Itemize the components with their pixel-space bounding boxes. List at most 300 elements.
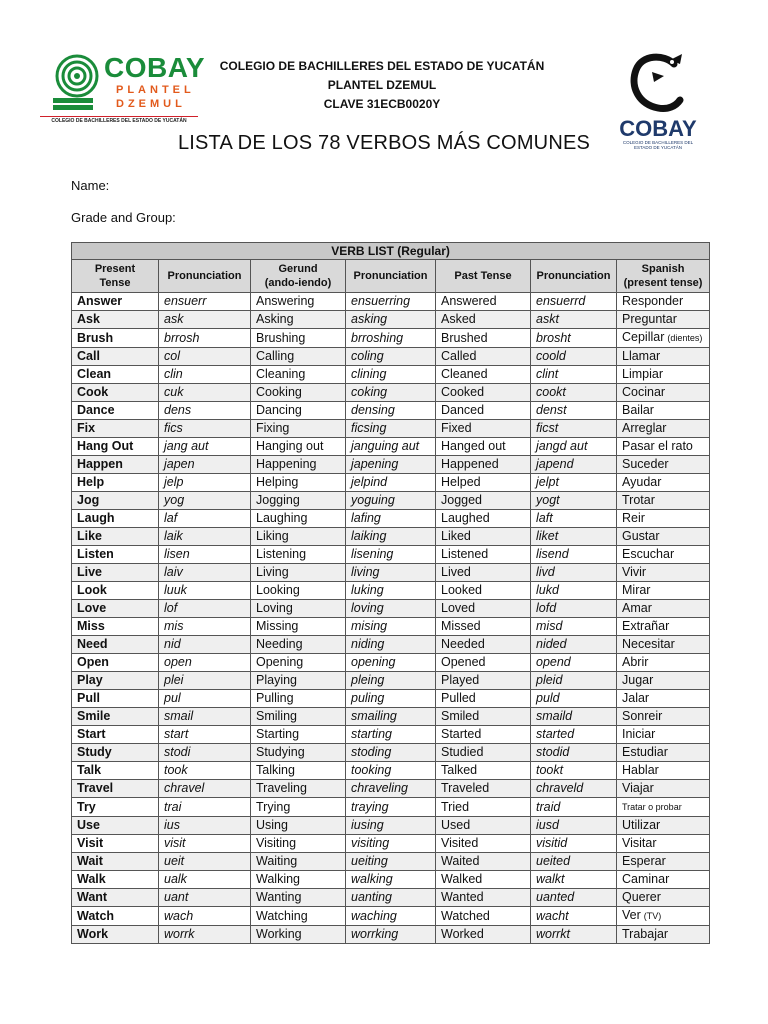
table-cell (346, 420, 436, 438)
cell-text: Cleaning (256, 367, 306, 381)
cell-text: Waiting (256, 854, 298, 868)
table-cell (346, 871, 436, 889)
cell-text: chraveling (351, 781, 408, 795)
table-cell (159, 402, 251, 420)
table-cell (159, 528, 251, 546)
cell-text: clin (164, 367, 183, 381)
table-cell (346, 744, 436, 762)
cell-text: Missing (256, 619, 299, 633)
cell-text: Asking (256, 312, 294, 326)
table-cell (436, 744, 531, 762)
cell-text: lisening (351, 547, 394, 561)
table-cell (617, 654, 710, 672)
table-row (72, 744, 710, 762)
table-cell (251, 348, 346, 366)
cell-text: Esperar (622, 854, 666, 868)
cell-text: took (164, 763, 188, 777)
cell-text: Hanging out (256, 439, 324, 453)
cell-text: tookt (536, 763, 564, 777)
cell-text: worrk (164, 927, 195, 941)
cell-text: Miss (77, 619, 105, 633)
cell-text: Visitar (622, 836, 657, 850)
cell-text: Call (77, 349, 100, 363)
table-cell (159, 926, 251, 944)
cell-text: Amar (622, 601, 652, 615)
table-row (72, 780, 710, 798)
cell-text: uanting (351, 890, 393, 904)
cell-text: mising (351, 619, 388, 633)
cell-text: Opened (441, 655, 486, 669)
cell-text: Hablar (622, 763, 659, 777)
table-cell (531, 835, 617, 853)
table-cell (72, 564, 159, 582)
cell-text: Used (441, 818, 471, 832)
cell-text: jelpt (536, 475, 559, 489)
cell-text: puld (536, 691, 560, 705)
table-row (72, 384, 710, 402)
table-cell (436, 420, 531, 438)
cell-text: Necesitar (622, 637, 675, 651)
cell-text: col (164, 349, 180, 363)
cell-text: ualk (164, 872, 187, 886)
cell-text: Like (77, 529, 103, 543)
table-row (72, 510, 710, 528)
cell-text: laiv (164, 565, 183, 579)
cell-text: Utilizar (622, 818, 661, 832)
table-row (72, 618, 710, 636)
table-cell (72, 546, 159, 564)
column-header (617, 260, 710, 293)
logo-plantel: PLANTEL (116, 84, 195, 96)
table-cell (617, 817, 710, 835)
table-cell (251, 402, 346, 420)
table-cell (531, 384, 617, 402)
cell-text: nided (536, 637, 567, 651)
table-cell (72, 762, 159, 780)
table-cell (251, 329, 346, 348)
table-cell (72, 510, 159, 528)
cell-text: Cepillar (622, 330, 665, 344)
table-cell (72, 492, 159, 510)
cell-text: Listening (256, 547, 307, 561)
cell-text: Live (77, 565, 103, 579)
column-header (531, 260, 617, 293)
cell-text: jang aut (164, 439, 209, 453)
cell-text: Responder (622, 294, 684, 308)
table-cell (617, 690, 710, 708)
table-cell (617, 366, 710, 384)
table-cell (531, 871, 617, 889)
cell-text: Trotar (622, 493, 655, 507)
table-cell (251, 474, 346, 492)
cell-text: Laughing (256, 511, 308, 525)
cell-text: brroshing (351, 330, 404, 345)
cell-text: Use (77, 818, 100, 832)
cell-text: misd (536, 619, 563, 633)
cell-text: lisend (536, 547, 569, 561)
column-header-line1: Present (94, 263, 136, 275)
table-cell (346, 366, 436, 384)
cell-text: Pulled (441, 691, 476, 705)
cell-text: pleid (536, 673, 563, 687)
cell-text: Needed (441, 637, 485, 651)
cell-text: loving (351, 601, 384, 615)
cell-text: Ayudar (622, 475, 662, 489)
table-cell (72, 600, 159, 618)
school-code: CLAVE 31ECB0020Y (323, 97, 441, 111)
cell-text: lisen (164, 547, 190, 561)
table-row (72, 474, 710, 492)
cell-text: japen (164, 457, 195, 471)
table-cell (72, 402, 159, 420)
cell-text: open (164, 655, 192, 669)
table-cell (346, 600, 436, 618)
table-cell (72, 798, 159, 817)
cell-text: iusing (351, 818, 384, 832)
table-cell (72, 672, 159, 690)
cell-text: janguing aut (351, 439, 420, 453)
table-cell (531, 636, 617, 654)
table-row (72, 564, 710, 582)
cell-text: Wanted (441, 890, 484, 904)
table-row (72, 762, 710, 780)
table-cell (531, 926, 617, 944)
table-row (72, 708, 710, 726)
cell-text: Missed (441, 619, 481, 633)
cell-text: japend (536, 457, 574, 471)
table-cell (531, 817, 617, 835)
cell-text: jelp (164, 475, 184, 489)
table-cell (72, 690, 159, 708)
table-cell (251, 871, 346, 889)
cell-text: Opening (256, 655, 304, 669)
cell-text: waching (351, 908, 397, 923)
table-cell (72, 817, 159, 835)
cell-text: start (164, 727, 189, 741)
table-cell (436, 492, 531, 510)
table-cell (531, 528, 617, 546)
cell-text: Visited (441, 836, 479, 850)
column-header-line1: Pronunciation (167, 270, 242, 282)
table-cell (72, 835, 159, 853)
school-header (190, 57, 574, 114)
table-cell (251, 456, 346, 474)
cell-text: smail (164, 709, 194, 723)
table-cell (72, 420, 159, 438)
cell-text: pleing (351, 673, 385, 687)
table-cell (251, 672, 346, 690)
cell-text: worrkt (536, 927, 571, 941)
cell-text: Calling (256, 349, 295, 363)
table-cell (436, 456, 531, 474)
cobay-dzemul-logo (40, 50, 206, 128)
cell-text: Mirar (622, 583, 651, 597)
cell-text: Suceder (622, 457, 669, 471)
table-row (72, 907, 710, 926)
cell-text: ueit (164, 854, 185, 868)
cell-text: Bailar (622, 403, 654, 417)
table-cell (72, 329, 159, 348)
cell-text: Hang Out (77, 439, 134, 453)
table-cell (251, 420, 346, 438)
table-cell (72, 726, 159, 744)
table-cell (72, 889, 159, 907)
table-cell (159, 456, 251, 474)
table-cell (72, 744, 159, 762)
table-cell (251, 311, 346, 329)
table-cell (436, 817, 531, 835)
cell-note: (dientes) (667, 333, 703, 343)
cell-text: chravel (164, 781, 205, 795)
cell-text: trai (164, 799, 182, 814)
table-cell (531, 780, 617, 798)
cell-text: visiting (351, 836, 390, 850)
table-cell (159, 871, 251, 889)
cell-text: denst (536, 403, 567, 417)
cell-text: Brushing (256, 330, 306, 345)
cell-text: Traveled (441, 781, 490, 795)
cell-text: japening (351, 457, 399, 471)
cell-text: Work (77, 927, 109, 941)
cell-text: worrking (351, 927, 399, 941)
cell-text: luking (351, 583, 384, 597)
cell-text: Looking (256, 583, 300, 597)
cell-text: opend (536, 655, 571, 669)
cell-text: iusd (536, 818, 559, 832)
column-header-line2: (ando-iendo) (264, 277, 332, 289)
table-body (72, 293, 710, 944)
table-cell (436, 546, 531, 564)
cell-text: Brush (77, 330, 114, 345)
table-cell (346, 853, 436, 871)
table-cell (617, 438, 710, 456)
table-cell (251, 564, 346, 582)
cell-text: Gustar (622, 529, 660, 543)
column-header (72, 260, 159, 293)
cell-text: Brushed (441, 330, 488, 345)
table-cell (251, 907, 346, 926)
cell-text: Helped (441, 475, 481, 489)
table-cell (159, 329, 251, 348)
cell-text: smailing (351, 709, 397, 723)
table-cell (436, 853, 531, 871)
cell-text: Played (441, 673, 480, 687)
table-cell (531, 311, 617, 329)
cell-text: Trabajar (622, 927, 669, 941)
table-cell (251, 708, 346, 726)
cell-text: Started (441, 727, 482, 741)
table-cell (617, 402, 710, 420)
table-cell (251, 853, 346, 871)
table-cell (346, 528, 436, 546)
table-cell (346, 564, 436, 582)
cell-text: Vivir (622, 565, 647, 579)
table-row (72, 798, 710, 817)
cell-text: Liking (256, 529, 289, 543)
cell-text: lofd (536, 601, 557, 615)
table-cell (436, 835, 531, 853)
table-cell (346, 546, 436, 564)
table-cell (531, 293, 617, 311)
cell-text: Iniciar (622, 727, 656, 741)
cell-text: Looked (441, 583, 483, 597)
cell-text: Watched (441, 908, 490, 923)
cell-text: puling (351, 691, 385, 705)
table-cell (436, 926, 531, 944)
table-cell (251, 438, 346, 456)
table-cell (617, 853, 710, 871)
cell-text: Cooked (441, 385, 485, 399)
table-cell (531, 708, 617, 726)
table-cell (531, 329, 617, 348)
cell-text: brosht (536, 330, 571, 345)
cell-text: lafing (351, 511, 381, 525)
cell-text: Visiting (256, 836, 297, 850)
cell-text: ensuerring (351, 294, 411, 308)
cell-note: (TV) (643, 911, 662, 921)
table-cell (531, 762, 617, 780)
table-cell (617, 708, 710, 726)
table-cell (346, 329, 436, 348)
name-field-label: Name: (71, 178, 110, 193)
cell-text: Cocinar (622, 385, 666, 399)
table-cell (159, 907, 251, 926)
cell-text: jangd aut (536, 439, 588, 453)
cell-text: Answered (441, 294, 497, 308)
table-cell (159, 564, 251, 582)
cell-text: Travel (77, 781, 114, 795)
table-cell (436, 871, 531, 889)
table-row (72, 654, 710, 672)
column-header (159, 260, 251, 293)
table-row (72, 636, 710, 654)
table-cell (346, 835, 436, 853)
table-cell (72, 474, 159, 492)
table-cell (617, 564, 710, 582)
cell-text: livd (536, 565, 555, 579)
cell-text: Querer (622, 890, 661, 904)
table-cell (617, 871, 710, 889)
table-cell (159, 293, 251, 311)
school-name: COLEGIO DE BACHILLERES DEL ESTADO DE YUCATÁN (219, 59, 545, 73)
cell-text: Estudiar (622, 745, 668, 759)
table-cell (159, 492, 251, 510)
table-cell (72, 618, 159, 636)
table-cell (531, 438, 617, 456)
cell-text: Help (77, 475, 105, 489)
cell-text: coold (536, 349, 566, 363)
table-cell (617, 348, 710, 366)
table-cell (72, 654, 159, 672)
cell-text: walking (351, 872, 393, 886)
cell-text: Caminar (622, 872, 670, 886)
cell-text: Listen (77, 547, 114, 561)
table-row (72, 402, 710, 420)
cell-text: Extrañar (622, 619, 670, 633)
cell-text: opening (351, 655, 396, 669)
logo-caption-right: COLEGIO DE BACHILLERES DEL ESTADO DE YUCATÁN (622, 140, 694, 150)
cell-text: dens (164, 403, 192, 417)
cell-text: laft (536, 511, 553, 525)
table-cell (159, 348, 251, 366)
table-cell (251, 744, 346, 762)
campus-name: PLANTEL DZEMUL (327, 78, 437, 92)
table-cell (72, 636, 159, 654)
table-cell (159, 438, 251, 456)
table-cell (531, 690, 617, 708)
cell-text: Studied (441, 745, 484, 759)
cell-text: Pull (77, 691, 100, 705)
table-cell (617, 618, 710, 636)
table-cell (72, 311, 159, 329)
cell-text: coking (351, 385, 388, 399)
table-cell (159, 835, 251, 853)
table-cell (72, 708, 159, 726)
table-row (72, 835, 710, 853)
table-cell (436, 510, 531, 528)
table-cell (617, 744, 710, 762)
cell-text: living (351, 565, 380, 579)
cell-text: walkt (536, 872, 565, 886)
cell-text: Helping (256, 475, 299, 489)
table-cell (251, 926, 346, 944)
cell-text: Smiling (256, 709, 297, 723)
table-cell (346, 798, 436, 817)
cell-text: traid (536, 799, 561, 814)
cell-text: chraveld (536, 781, 584, 795)
table-cell (617, 907, 710, 926)
cell-text: densing (351, 403, 395, 417)
cell-text: clining (351, 367, 387, 381)
cell-text: Look (77, 583, 107, 597)
table-cell (346, 708, 436, 726)
table-cell (531, 348, 617, 366)
table-cell (617, 420, 710, 438)
table-cell (531, 420, 617, 438)
cell-text: Fixed (441, 421, 472, 435)
table-cell (251, 636, 346, 654)
table-cell (251, 384, 346, 402)
table-cell (346, 907, 436, 926)
cell-text: Jalar (622, 691, 650, 705)
cell-text: Smile (77, 709, 111, 723)
cell-text: Cleaned (441, 367, 488, 381)
table-cell (436, 582, 531, 600)
table-cell (251, 600, 346, 618)
cell-text: Studying (256, 745, 305, 759)
grade-field-label: Grade and Group: (71, 210, 176, 225)
table-cell (436, 329, 531, 348)
cell-text: Study (77, 745, 112, 759)
cell-text: Asked (441, 312, 476, 326)
cell-text: Dance (77, 403, 115, 417)
cell-text: Sonreir (622, 709, 663, 723)
table-cell (346, 618, 436, 636)
cell-text: ficst (536, 421, 559, 435)
cell-text: liket (536, 529, 559, 543)
table-cell (159, 798, 251, 817)
table-cell (159, 744, 251, 762)
table-cell (159, 690, 251, 708)
table-cell (346, 889, 436, 907)
cell-text: Reir (622, 511, 645, 525)
cell-text: started (536, 727, 575, 741)
cell-text: Viajar (622, 781, 654, 795)
cell-text: Ver (622, 908, 641, 922)
cell-text: Loved (441, 601, 476, 615)
cell-text: Pasar el rato (622, 439, 693, 453)
cell-text: Jugar (622, 673, 654, 687)
